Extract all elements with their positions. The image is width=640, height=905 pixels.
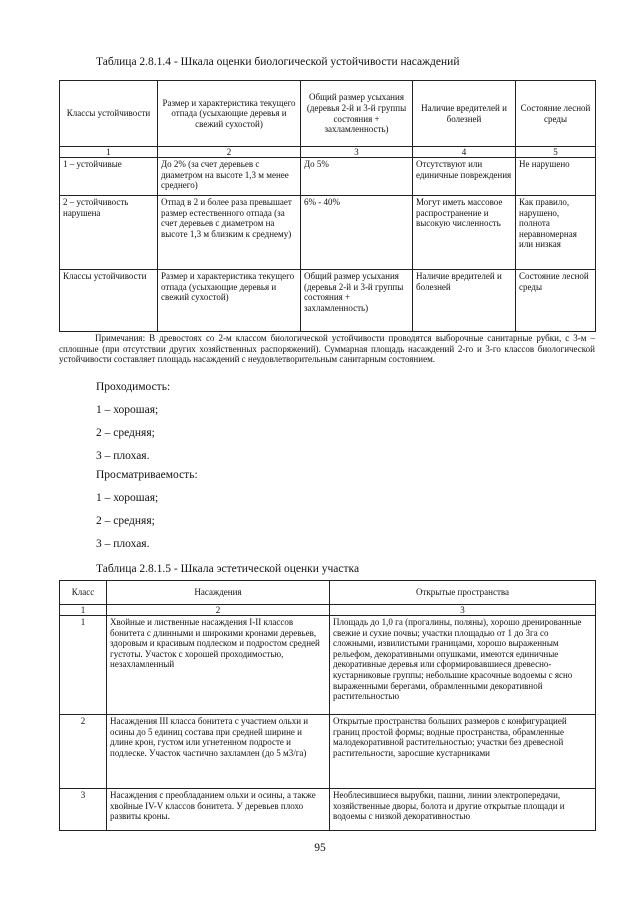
list-item: 1 – хорошая; [96,492,159,504]
visibility-title: Просматриваемость: [96,469,198,481]
list-item: 2 – средняя; [96,427,155,439]
table-cell: Размер и характеристика текущего отпада (усыхающие деревья и свежий сухостой) [158,270,301,332]
header-cell: Насаждения [107,581,330,605]
table-cell: Площадь до 1,0 га (прогалины, поляны), хорошо дренированные свежие и сухие почвы; участки площадью от 1 до 3га со сложными, извилистыми границами, хорошо выраженным рельефом, декоративными опушками, имеются единичные декоративные деревья или сформировавшиеся древесно-кустарниковые группы; небольшие красочные водоемы с ясно выраженными берегами, обрамленными декоративной растительностью [330,616,596,715]
list-item: 3 – плохая. [96,450,150,462]
table-row [60,616,596,715]
table-cell: Насаждения с преобладанием ольхи и осины, а также хвойные IV-V классов бонитета. У деревьев плохо развиты кроны. [107,789,330,831]
header-cell: Размер и характеристика текущего отпада (усыхающие деревья и свежий сухостой) [158,81,301,147]
table-cell: Классы устойчивости [60,270,158,332]
table-cell: Могут иметь массовое распространение и высокую численность [413,196,516,270]
column-number: 1 [60,605,107,616]
column-number: 4 [413,147,516,158]
aesthetic-table [59,580,596,831]
mobility-title: Проходимость: [96,381,171,393]
column-number: 5 [516,147,596,158]
table-cell: До 2% (за счет деревьев с диаметром на высоте 1,3 м менее среднего) [158,158,301,196]
table-cell: Отпад в 2 и более раза превышает размер естественного отпада (за счет деревьев с диаметром на высоте 1,3 м близким к среднему) [158,196,301,270]
table-cell: 1 [60,616,107,715]
visibility-section [96,469,198,561]
list-item: 3 – плохая. [96,538,150,550]
column-number: 2 [158,147,301,158]
header-cell: Наличие вредителей и болезней [413,81,516,147]
column-number: 1 [60,147,158,158]
table-header-row [60,81,596,147]
stability-table [59,80,596,332]
header-cell: Класс [60,581,107,605]
column-number-row [60,605,596,616]
table-cell: 1 – устойчивые [60,158,158,196]
table-cell: Необлесившиеся вырубки, пашни, линии электропередачи, хозяйственные дворы, болота и другие открытые площади и водоемы с низкой декоративностью [330,789,596,831]
table-cell: 6% - 40% [301,196,413,270]
mobility-section [96,381,170,473]
page-number: 95 [314,842,326,854]
table2-caption: Таблица 2.8.1.5 - Шкала эстетической оценки участка [96,563,360,575]
table-row [60,715,596,789]
column-number: 2 [107,605,330,616]
table-row [60,789,596,831]
table-cell: До 5% [301,158,413,196]
table-row [60,196,596,270]
header-cell: Состояние лесной среды [516,81,596,147]
table-cell: Хвойные и лиственные насаждения I-II классов бонитета с длинными и широкими кронами деревьев, здоровым и красивым подлеском и подростом средней густоты. Участок с хорошей проходимостью, незахламленный [107,616,330,715]
table-cell: 2 – устойчивость нарушена [60,196,158,270]
table-note: Примечания: В древостоях со 2-м классом биологической устойчивости проводятся выборочные санитарные рубки, с 3-м – сплошные (при отсутствии других хозяйственных распоряжений). Суммарная площадь насаждений 2-го и 3-го классов биологической устойчивости составляет площадь насаждений с неудовлетворительным санитарным состоянием. [59,333,595,364]
table-cell: Насаждения III класса бонитета с участием ольхи и осины до 5 единиц состава при средней ширине и длине крон, густом или угнетенном подросте и подлеске. Участок частично захламлен (до 5 м3/га) [107,715,330,789]
column-number: 3 [301,147,413,158]
header-cell: Открытые пространства [330,581,596,605]
table-cell: Отсутствуют или единичные повреждения [413,158,516,196]
table-cell: Не нарушено [516,158,596,196]
header-cell: Классы устойчивости [60,81,158,147]
table-cell: Как правило, нарушено, полнота неравномерная или низкая [516,196,596,270]
table-cell: 3 [60,789,107,831]
table-cell: 2 [60,715,107,789]
list-item: 2 – средняя; [96,515,155,527]
table-header-row [60,581,596,605]
header-cell: Общий размер усыхания (деревья 2-й и 3-й группы состояния + захламленность) [301,81,413,147]
table-cell: Открытые пространства больших размеров с конфигурацией границ простой формы; водные пространства, обрамленные малодекоративной растительностью; участки без древесной растительности, заросшие кустарниками [330,715,596,789]
table-row [60,270,596,332]
table-row [60,158,596,196]
table-cell: Общий размер усыхания (деревья 2-й и 3-й группы состояния + захламленность) [301,270,413,332]
table-cell: Наличие вредителей и болезней [413,270,516,332]
list-item: 1 – хорошая; [96,404,159,416]
table1-caption: Таблица 2.8.1.4 - Шкала оценки биологической устойчивости насаждений [96,56,460,68]
table-cell: Состояние лесной среды [516,270,596,332]
column-number-row [60,147,596,158]
column-number: 3 [330,605,596,616]
